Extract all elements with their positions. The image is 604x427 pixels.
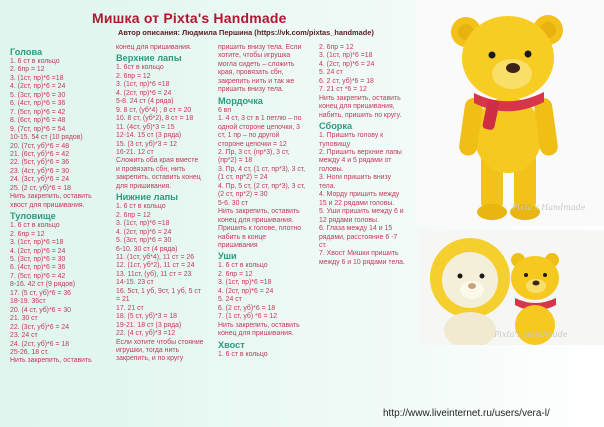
pattern-line: 4. (2ст, пр)*6 = 24 bbox=[10, 247, 66, 255]
pattern-line: 5. 24 ст bbox=[218, 296, 242, 304]
pattern-line: 6. Глаза между 14 и 15 bbox=[319, 225, 393, 233]
pattern-line: игрушки, тогда нить bbox=[116, 346, 180, 354]
pattern-line: 4. (2ст, пр)*6 = 24 bbox=[10, 83, 66, 91]
lion-bear-illustration bbox=[420, 230, 604, 345]
pattern-line: 1. 4 ст, 3 ст в 1 петлю – по bbox=[218, 115, 302, 123]
pattern-line: 6-10. 30 ст (4 ряда) bbox=[116, 245, 178, 253]
pattern-line: 1. 6 ст в кольцо bbox=[10, 58, 60, 65]
pattern-line: пришить внизу тела. Если bbox=[218, 44, 302, 51]
pattern-line: закрепить, оставить конец bbox=[116, 174, 201, 182]
pattern-line: 15. (3 ст, уб)*3 = 12 bbox=[116, 140, 177, 148]
pattern-line: (1 ст, пр*2) = 24 bbox=[218, 174, 268, 182]
pattern-line: 12. (1ст, уб*2), 11 ст = 24 bbox=[116, 262, 195, 270]
pattern-line: 4. Морду пришить между bbox=[319, 191, 400, 199]
pattern-line: 3. (1ст, пр)*6 =18 bbox=[10, 74, 64, 82]
section-heading: Сборка bbox=[319, 121, 353, 132]
column-1 bbox=[10, 46, 110, 366]
page-title: Мишка от Pixta's Handmade bbox=[92, 10, 287, 26]
pattern-line: 9. 8 ст, (уб*4) , 8 ст = 20 bbox=[116, 106, 192, 114]
pattern-line: 18. (5 ст, уб)*3 = 18 bbox=[116, 313, 177, 321]
pattern-line: 4. Пр, 5 ст, (2 ст, пр*3), 3 ст, bbox=[218, 182, 306, 190]
pattern-line: 17. (5 ст, уб)*6 = 36 bbox=[10, 289, 71, 297]
pattern-line: набить, пришить по кругу. bbox=[319, 111, 402, 119]
section-heading: Туловище bbox=[10, 211, 56, 222]
pattern-line: 4. (2ст, пр)*6 = 24 bbox=[218, 287, 274, 295]
pattern-line: 10. 8 ст, (уб*2), 8 ст = 18 bbox=[116, 115, 194, 123]
pattern-line: 7. (1 ст, уб) *6 = 12 bbox=[218, 313, 278, 321]
pattern-line: Нить закрепить, оставить bbox=[218, 321, 300, 329]
pattern-line: 13. 11ст, (уб), 11 ст = 23 bbox=[116, 270, 192, 278]
pattern-line: 7. 21 ст *6 = 12 bbox=[319, 86, 367, 94]
author-line: Автор описания: Людмила Першина (https://vk.com/pixtas_handmade) bbox=[118, 28, 374, 37]
pattern-line: 5. 24 ст bbox=[319, 69, 343, 77]
pattern-line: между 6 и 10 рядами тела. bbox=[319, 258, 405, 266]
pattern-line: 2. 6пр = 12 bbox=[116, 211, 151, 219]
pattern-line: 12-14. 15 ст (3 ряда) bbox=[116, 132, 182, 140]
pattern-line: пришить внизу тела. bbox=[218, 86, 284, 94]
pattern-line: 3. Ноги пришить внизу bbox=[319, 174, 392, 182]
pattern-line: одной стороне цепочки, 3 bbox=[218, 123, 300, 131]
pattern-line: 2. 6пр = 12 bbox=[10, 66, 45, 74]
pattern-line: 12 рядами головы. bbox=[319, 216, 379, 224]
pattern-line: 1. 6 ст в кольцо bbox=[116, 203, 166, 211]
pattern-line: Сложить оба края вместе bbox=[116, 157, 199, 165]
pattern-line: головы. bbox=[319, 165, 344, 173]
pattern-line: хвост для пришивания. bbox=[10, 201, 85, 209]
section-heading: Верхние лапы bbox=[116, 53, 182, 64]
pattern-line: 8-16. 42 ст (9 рядов) bbox=[10, 281, 76, 289]
pattern-line: 1. Пришить голову к bbox=[319, 132, 384, 140]
pattern-line: 1. 6 ст в кольцо bbox=[10, 222, 60, 230]
section-heading: Голова bbox=[10, 47, 43, 57]
pattern-line: 2. 6пр = 12 bbox=[10, 230, 45, 238]
column-3 bbox=[218, 44, 316, 359]
pattern-line: 2. Пришить верхние лапы bbox=[319, 148, 402, 156]
pattern-line: 23. 24 ст bbox=[10, 332, 38, 340]
pattern-line: набить в конце bbox=[218, 233, 267, 241]
pattern-line: 2. 6пр = 12 bbox=[116, 72, 151, 80]
pattern-line: конец для пришивания. bbox=[218, 330, 294, 338]
pattern-line: 6 вп bbox=[218, 106, 232, 114]
pattern-line: закрепить, и по кругу bbox=[116, 355, 184, 363]
bear-photo bbox=[416, 0, 604, 226]
pattern-line: 25. (2 ст, уб)*6 = 18 bbox=[10, 184, 71, 192]
pattern-line: Нить закрепить, оставить bbox=[319, 94, 401, 102]
pattern-line: конец для пришивания, bbox=[319, 103, 395, 111]
watermark-top: Pixta's Handmade bbox=[512, 203, 586, 212]
pattern-line: конец для пришивания. bbox=[218, 216, 294, 224]
column-2 bbox=[116, 44, 214, 364]
section-heading: Хвост bbox=[218, 339, 245, 350]
pattern-line: = 21 bbox=[116, 296, 130, 304]
pattern-line: 24. (3ст, уб)*6 = 24 bbox=[10, 176, 70, 184]
pattern-line: 3. (1ст, пр)*6 =18 bbox=[218, 279, 272, 287]
pattern-line: для пришивания. bbox=[116, 182, 172, 190]
pattern-line: Если хотите чтобы стояние bbox=[116, 338, 204, 346]
pattern-line: между 4 и 5 рядами от bbox=[319, 157, 392, 165]
pattern-line: 18-19. 36ст bbox=[10, 298, 46, 306]
section-heading: Мордочка bbox=[218, 95, 263, 106]
pattern-line: стороне цепочки = 12 bbox=[218, 140, 287, 148]
pattern-line: закрепить нить и так же bbox=[218, 77, 295, 85]
pattern-line: 3. (1ст, пр)*6 =18 bbox=[116, 81, 170, 89]
pattern-line: 11. (4ст, уб)*3 = 15 bbox=[116, 123, 175, 131]
pattern-line: пришивания bbox=[218, 241, 258, 249]
pattern-line: тела. bbox=[319, 182, 336, 190]
pattern-line: 25-26. 18 ст. bbox=[10, 348, 49, 356]
lion-bear-photo bbox=[420, 230, 604, 345]
pattern-line: 6. (4ст, пр)*6 = 36 bbox=[10, 100, 66, 108]
pattern-line: и провязать сбн, нить bbox=[116, 165, 186, 173]
pattern-line: 22. (5ст, уб)*6 = 36 bbox=[10, 159, 70, 167]
pattern-line: 5. (3ст, пр)*6 = 30 bbox=[116, 237, 172, 245]
pattern-line: 5. (3ст, пр)*6 = 30 bbox=[10, 91, 66, 99]
pattern-line: 4. (2ст, пр)*6 = 24 bbox=[116, 89, 172, 97]
pattern-line: 6. (2 ст, уб)*6 = 18 bbox=[218, 304, 276, 312]
pattern-line: 5. (3ст, пр)*6 = 30 bbox=[10, 255, 66, 263]
pattern-line: 2. Пр, 3 ст, (пр*3), 3 ст, bbox=[218, 148, 290, 156]
pattern-line: Нить закрепить, оставить bbox=[218, 208, 300, 216]
pattern-line: 6. 2 ст, уб)*6 = 18 bbox=[319, 77, 374, 85]
pattern-line: хотите, чтобы игрушка bbox=[218, 52, 291, 60]
pattern-line: 1. 6 ст в кольцо bbox=[218, 262, 268, 270]
pattern-line: Нить закрепить, оставить bbox=[10, 357, 92, 365]
pattern-line: 22. (4 ст, уб)*3 =12 bbox=[116, 330, 176, 338]
pattern-line: 3. (1ст, пр)*6 =18 bbox=[319, 52, 373, 60]
bear-illustration bbox=[416, 0, 604, 226]
pattern-line: Нить закрепить, оставить bbox=[10, 193, 92, 201]
pattern-line: 21. 30 ст bbox=[10, 315, 38, 323]
pattern-line: 9. (7ст, пр)*6 = 54 bbox=[10, 125, 66, 133]
pattern-line: ст. bbox=[319, 241, 327, 249]
pattern-line: 4. (2ст, пр)*6 = 24 bbox=[116, 228, 172, 236]
section-heading: Нижние лапы bbox=[116, 192, 178, 203]
pattern-line: 22. (3ст, уб)*6 = 24 bbox=[10, 323, 70, 331]
pattern-line: (пр*2) = 18 bbox=[218, 157, 253, 165]
pattern-line: 5-6. 30 ст bbox=[218, 199, 248, 207]
pattern-line: 16-21. 12 ст bbox=[116, 148, 154, 156]
pattern-line: 5-8. 24 ст (4 ряда) bbox=[116, 98, 174, 106]
pattern-line: 11. (1ст, уб*4), 11 ст = 26 bbox=[116, 253, 195, 261]
pattern-line: 7. Хвост Мишки пришить bbox=[319, 250, 399, 258]
pattern-line: 3. (1ст, пр)*6 =18 bbox=[116, 220, 170, 228]
pattern-line: 7. (5ст, пр)*6 = 42 bbox=[10, 272, 66, 280]
pattern-line: 6. (4ст, пр)*6 = 36 bbox=[10, 264, 66, 272]
pattern-line: туловищу bbox=[319, 140, 351, 148]
pattern-line: 19-21. 18 ст (3 ряда) bbox=[116, 321, 182, 329]
pattern-line: (2 ст, пр*2) = 30 bbox=[218, 191, 268, 199]
pattern-line: 23. (4ст, уб)*6 = 30 bbox=[10, 167, 70, 175]
pattern-line: 7. (5ст, пр)*6 = 42 bbox=[10, 108, 66, 116]
pattern-line: 24. (2ст, уб)*6 = 18 bbox=[10, 340, 70, 348]
pattern-line: 4. (2ст, пр)*6 = 24 bbox=[319, 60, 375, 68]
pattern-line: Пришить к голове, плотно bbox=[218, 225, 302, 233]
pattern-line: 2. 6пр = 12 bbox=[218, 270, 253, 278]
pattern-line: 20. (4 ст, уб)*6 = 30 bbox=[10, 306, 71, 314]
footer-url-link[interactable]: http://www.liveinternet.ru/users/vera-l/ bbox=[383, 408, 550, 419]
pattern-line: 14-15. 23 ст bbox=[116, 279, 154, 287]
pattern-line: 2. 6пр = 12 bbox=[319, 44, 354, 51]
pattern-line: 16. 5ст, 1 уб, 9ст, 1 уб, 5 ст bbox=[116, 287, 201, 295]
pattern-line: 1. 6ст в кольцо bbox=[116, 64, 164, 72]
pattern-line: края, провязать сбн, bbox=[218, 69, 284, 77]
pattern-line: рядами, расстояние 6 -7 bbox=[319, 233, 398, 241]
pattern-line: 17. 21 ст bbox=[116, 304, 144, 312]
pattern-line: ст, 1 пр – по другой bbox=[218, 132, 280, 140]
pattern-line: 21. (6ст, уб)*6 = 42 bbox=[10, 150, 70, 158]
pattern-line: конец для пришивания. bbox=[116, 44, 192, 51]
pattern-line: 8. (6ст, пр)*6 = 48 bbox=[10, 117, 66, 125]
pattern-line: 15 и 22 рядами головы. bbox=[319, 199, 395, 207]
pattern-line: 20. (7ст, уб)*6 = 48 bbox=[10, 142, 70, 150]
section-heading: Уши bbox=[218, 251, 237, 262]
pattern-line: 3. (1ст, пр)*6 =18 bbox=[10, 239, 64, 247]
pattern-line: 1. 6 ст в кольцо bbox=[218, 350, 268, 358]
pattern-line: 5. Уши пришить между 6 и bbox=[319, 208, 404, 216]
watermark-bottom: Pixta's Handmade bbox=[494, 330, 568, 339]
pattern-line: 10-15. 54 ст (10 рядов) bbox=[10, 134, 83, 142]
pattern-line: 3. Пр, 4 ст, (1 ст, пр*3), 3 ст, bbox=[218, 165, 306, 173]
pattern-line: могла сидеть – сложить bbox=[218, 60, 295, 68]
column-4 bbox=[319, 44, 411, 267]
